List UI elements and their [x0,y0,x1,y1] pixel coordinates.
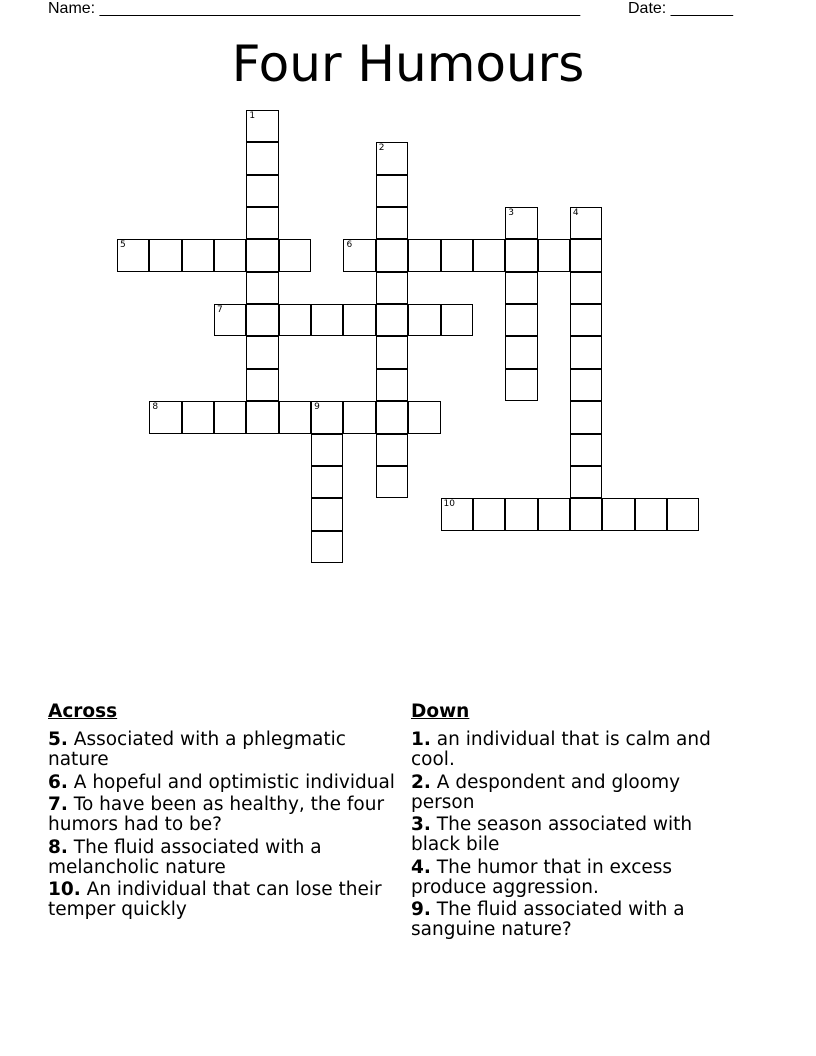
name-field-label[interactable]: Name: ______________________________________________________ [48,0,581,17]
clue-number: 6. [48,771,68,793]
grid-cell[interactable] [311,401,343,433]
grid-cell[interactable] [505,369,537,401]
grid-cell[interactable] [376,207,408,239]
clue-number: 5. [48,729,68,750]
grid-cell[interactable] [441,498,473,530]
cell-number: 1 [249,111,256,121]
grid-cell[interactable] [376,336,408,368]
cell-number: 3 [508,208,514,219]
grid-cell[interactable] [149,401,181,433]
grid-cell[interactable] [311,498,343,530]
clue-text: Associated with a phlegmatic nature [48,729,346,770]
grid-cell[interactable] [343,239,375,271]
clue-text: The humor that in excess produce aggression. [411,856,673,898]
grid-cell[interactable] [570,272,602,304]
grid-cell[interactable] [311,434,343,466]
grid-cell[interactable] [343,401,375,433]
clue-text: The fluid associated with a melancholic nature [48,836,322,878]
clue-across-10 [48,880,398,920]
grid-cell[interactable] [635,498,667,530]
clue-across-8 [48,838,398,878]
grid-cell[interactable] [214,304,246,336]
grid-cell[interactable] [246,239,278,271]
clue-down-4 [411,858,741,898]
grid-cell[interactable] [570,336,602,368]
clue-number: 8. [48,836,68,858]
grid-cell[interactable] [246,110,278,142]
grid-cell[interactable] [538,498,570,530]
grid-cell[interactable] [376,272,408,304]
clue-down-9 [411,900,741,940]
grid-cell[interactable] [246,369,278,401]
clue-text: A hopeful and optimistic individual [73,771,395,793]
grid-cell[interactable] [214,239,246,271]
grid-cell[interactable] [505,498,537,530]
grid-cell[interactable] [473,498,505,530]
clue-number: 9. [411,899,431,920]
grid-cell[interactable] [117,239,149,271]
date-field-label[interactable]: Date: _______ [628,0,733,17]
clue-down-1 [411,730,741,770]
cell-number: 7 [217,305,223,316]
grid-cell[interactable] [311,304,343,336]
clue-down-2 [411,773,741,813]
clue-across-6 [48,773,398,793]
grid-cell[interactable] [376,434,408,466]
cell-number: 4 [572,208,579,219]
grid-cell[interactable] [602,498,634,530]
clue-across-7 [48,795,398,835]
cell-number: 6 [346,240,353,251]
grid-cell[interactable] [182,239,214,271]
grid-cell[interactable] [538,239,570,271]
grid-cell[interactable] [246,336,278,368]
clue-text: The fluid associated with a sanguine nature? [411,899,685,940]
clue-text: The season associated with black bile [411,814,693,855]
grid-cell[interactable] [376,175,408,207]
grid-cell[interactable] [441,239,473,271]
grid-cell[interactable] [311,531,343,563]
page-title: Four Humours [231,35,585,93]
grid-cell[interactable] [473,239,505,271]
cell-number: 10 [443,499,455,510]
across-clues [48,700,398,923]
grid-cell[interactable] [376,239,408,271]
cell-number: 2 [378,143,385,154]
clue-number: 10. [48,879,81,900]
clue-text: A despondent and gloomy person [411,771,681,813]
grid-cell[interactable] [376,369,408,401]
clue-text: An individual that can lose their temper quickly [48,879,382,920]
across-heading: Across [48,701,118,722]
grid-cell[interactable] [246,401,278,433]
grid-cell[interactable] [246,142,278,174]
grid-cell[interactable] [408,239,440,271]
grid-cell[interactable] [376,401,408,433]
clue-number: 7. [48,794,68,815]
grid-cell[interactable] [505,272,537,304]
grid-cell[interactable] [570,401,602,433]
down-heading: Down [411,701,470,722]
grid-cell[interactable] [246,304,278,336]
grid-cell[interactable] [246,207,278,239]
grid-cell[interactable] [279,304,311,336]
grid-cell[interactable] [343,304,375,336]
grid-cell[interactable] [279,401,311,433]
clue-number: 1. [411,729,431,750]
cell-number: 8 [152,402,159,413]
grid-cell[interactable] [246,272,278,304]
grid-cell[interactable] [570,466,602,498]
grid-cell[interactable] [376,142,408,174]
grid-cell[interactable] [570,239,602,271]
grid-cell[interactable] [505,239,537,271]
cell-number: 5 [120,240,126,251]
grid-cell[interactable] [214,401,246,433]
grid-cell[interactable] [667,498,699,530]
grid-cell[interactable] [505,207,537,239]
clue-across-5 [48,730,398,770]
cell-number: 9 [314,402,320,413]
grid-cell[interactable] [279,239,311,271]
grid-cell[interactable] [570,434,602,466]
grid-cell[interactable] [311,466,343,498]
down-clues [411,700,741,943]
clue-number: 4. [411,856,431,878]
grid-cell[interactable] [408,401,440,433]
grid-cell[interactable] [570,369,602,401]
grid-cell[interactable] [570,304,602,336]
grid-cell[interactable] [149,239,181,271]
clue-number: 2. [411,771,431,793]
grid-cell[interactable] [441,304,473,336]
grid-cell[interactable] [376,466,408,498]
clue-down-3 [411,815,741,855]
grid-cell[interactable] [505,336,537,368]
grid-cell[interactable] [376,304,408,336]
grid-cell[interactable] [408,304,440,336]
clue-number: 3. [411,814,431,835]
grid-cell[interactable] [570,207,602,239]
grid-cell[interactable] [246,175,278,207]
clue-text: To have been as healthy, the four humors had to be? [48,794,385,835]
grid-cell[interactable] [570,498,602,530]
clue-text: an individual that is calm and cool. [411,729,711,770]
grid-cell[interactable] [182,401,214,433]
grid-cell[interactable] [505,304,537,336]
